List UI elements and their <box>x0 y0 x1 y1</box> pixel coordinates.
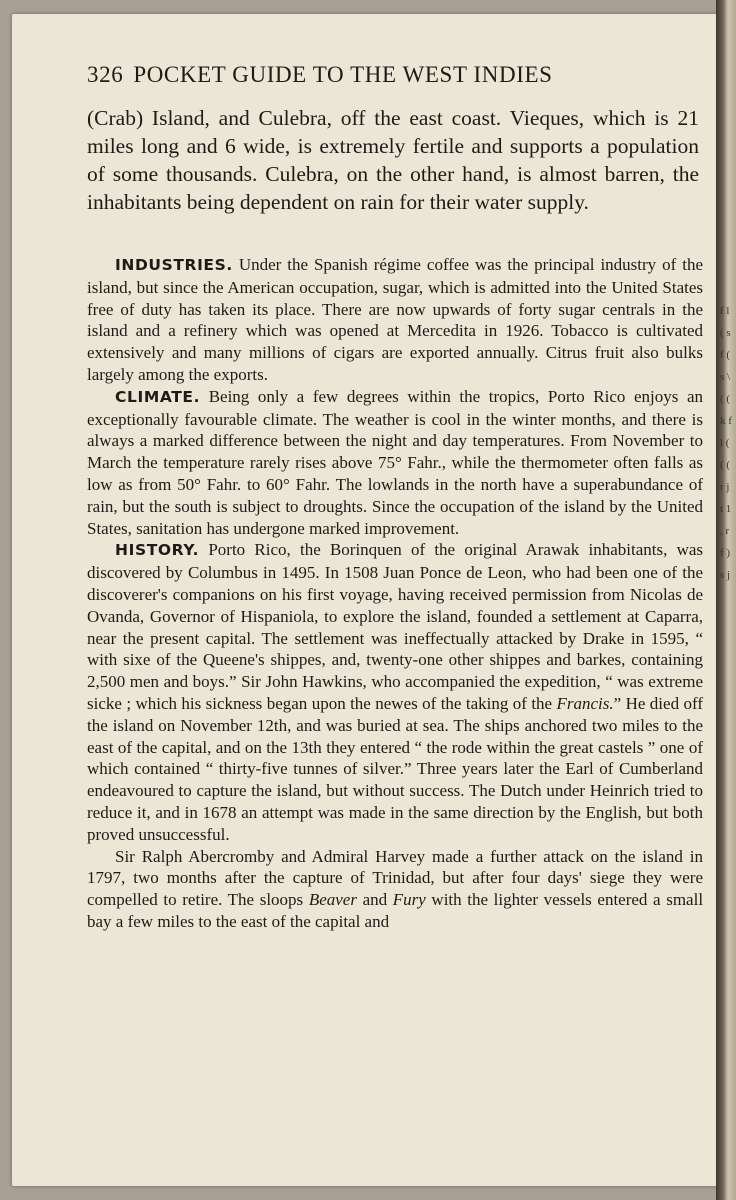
history-text-a: Porto Rico, the Borinquen of the original Arawak inhabitants, was discovered by Columbus in 1495. In 1508 Juan Ponce de Leon, who had been one of the discoverer's companions on his first voyage, having received permission from Nicolas de Ovanda, Governor of Hispaniola, to explore the island, founded a settlement at Caparra, near the present capital. The settlement was ineffectually attacked by Drake in 1595, “ with sixe of the Queene's shippes, and, twenty-one other shippes and barkes, containing 2,500 men and boys.” Sir John Hawkins, who accompanied the expedition, “ was extreme sicke ; which his sickness began upon the newes of the taking of the <box>87 540 704 713</box>
ship-name-beaver: Beaver <box>308 890 357 910</box>
industries-paragraph <box>87 254 703 386</box>
abercromby-paragraph <box>87 846 703 933</box>
intro-paragraph: (Crab) Island, and Culebra, off the east coast. Vieques, which is 21 miles long and 6 wide, is extremely fertile and supports a population of some thousands. Culebra, on the other hand, is almost barren, the inhabitants being dependent on rain for their water supply. <box>87 106 699 214</box>
industries-text: Under the Spanish régime coffee was the principal industry of the island, but since the American occupation, sugar, which is admitted into the United States free of duty has taken its place. There are now upwards of forty sugar centrals in the island and a refinery which was opened at Mercedita in 1926. Tobacco is cultivated extensively and many millions of cigars are exported annually. Citrus fruit also bulks largely among the exports. <box>87 255 703 384</box>
running-header <box>87 62 687 88</box>
abercromby-text-mid: and <box>362 890 388 910</box>
body-text <box>87 254 703 933</box>
page-number: 326 <box>87 62 124 87</box>
history-text-b: ” He died off the island on November 12th, and was buried at sea. The ships anchored two miles to the east of the capital, and on the 13th they entered “ the rode within the great castels ” one of which contained “ thirty-five tunnes of silver.” Three years later the Earl of Cumberland endeavoured to capture the island, but without success. The Dutch under Heinrich tried to reduce it, and in 1678 an attempt was made in the same direction by the English, but both proved unsuccessful. <box>87 693 703 844</box>
ship-name-fury: Fury <box>392 890 426 910</box>
abercromby-text-a: Sir Ralph Abercromby and Admiral Harvey made a further attack on the island in 1797, two months after the capture of Trinidad, but after four days' siege they were compelled to retire. The sloops <box>87 846 703 910</box>
facing-page-fragments: f l ( s f ( s \ ( ( k f l ( ( ( r j t 1 , r f ) s j <box>720 305 732 581</box>
running-title: POCKET GUIDE TO THE WEST INDIES <box>133 62 553 87</box>
ship-name-francis: Francis. <box>556 693 614 713</box>
abercromby-text-b: with the lighter vessels entered a small bay a few miles to the east of the capital and <box>87 890 704 931</box>
climate-paragraph <box>87 386 703 540</box>
climate-text: Being only a few degrees within the tropics, Porto Rico enjoys an exceptionally favourable climate. The weather is cool in the winter months, and there is always a marked difference between the night and day temperatures. From November to March the temperature rarely rises above 75° Fahr., while the thermometer often falls as low as from 50° Fahr. to 60° Fahr. The lowlands in the north have a superabundance of rain, but the south is subject to droughts. Since the occupation of the island by the United States, sanitation has undergone marked improvement. <box>87 386 704 538</box>
industries-heading: INDUSTRIES. <box>115 256 233 274</box>
climate-heading: CLIMATE. <box>115 387 201 406</box>
history-paragraph <box>87 539 703 845</box>
history-heading: HISTORY. <box>115 541 200 560</box>
